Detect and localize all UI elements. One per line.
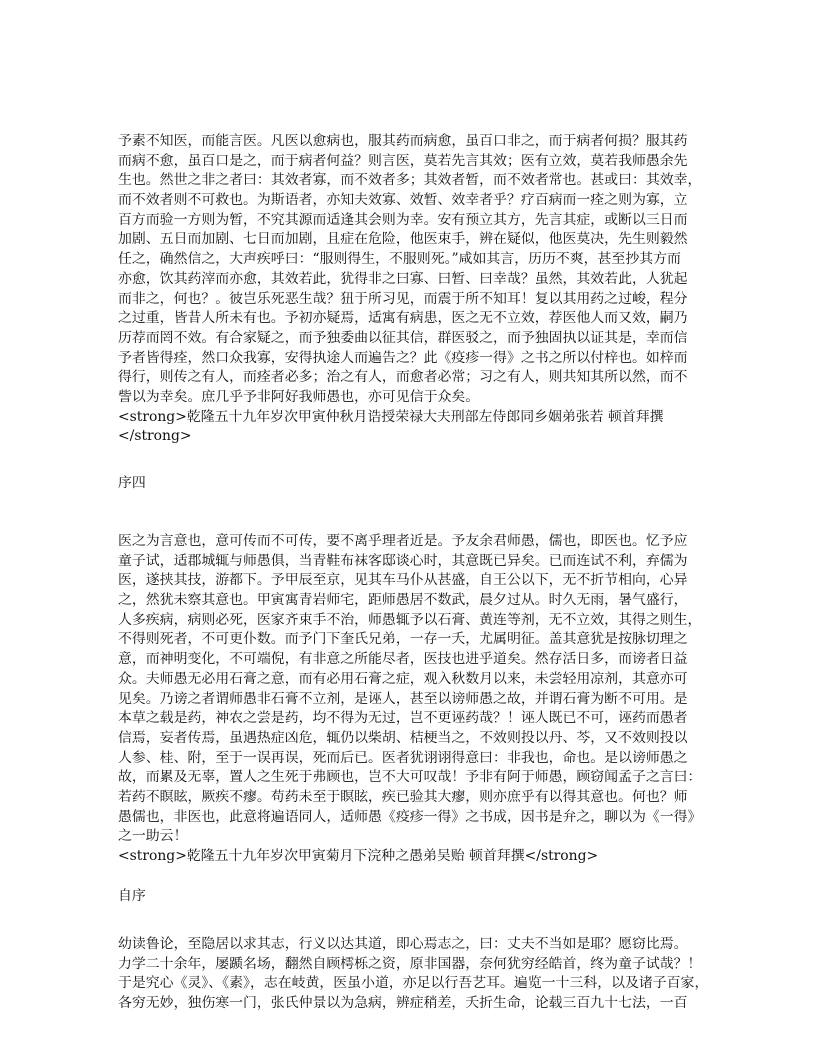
text-line: 人参、桂、附，至于一误再误，死而后已。医者犹诩诩得意曰：非我也，命也。是以谤师愚之 bbox=[118, 749, 688, 766]
text-line: 而不效者则不可救也。为斯语者，亦知夫效寡、效暂、效幸者乎？疗百病而一痊之则为寡，立 bbox=[118, 192, 688, 209]
text-line: 亦愈，饮其药滓而亦愈，其效若此，犹得非之曰寡、曰暂、曰幸哉？虽然，其效若此，人犹起 bbox=[118, 270, 688, 287]
self-preface-body bbox=[118, 935, 718, 1014]
text-line: 各穷无妙，独伤寒一门，张氏仲景以为急病，辨症稍差，夭折生命，论载三百九十七法，一百 bbox=[118, 995, 688, 1012]
text-line: 得行，则传之有人，而痊者必多；治之有人，而愈者必常；习之有人，则共知其所以然，而不 bbox=[118, 369, 688, 386]
text-line: 而非之，何也？。彼岂乐死恶生哉？狃于所习见，而震于所不知耳！复以其用药之过峻，程分 bbox=[118, 290, 688, 307]
text-line: 历荐而罔不效。有合家疑之，而予独委曲以征其信，群医驳之，而予独固执以证其是，幸而信 bbox=[118, 329, 688, 346]
text-line: 加剧、五日而加剧、七日而加剧，且症在危险，他医束手，辨在疑似，他医莫决，先生则毅然 bbox=[118, 231, 688, 248]
text-line: 医，遂挟其技，游都下。予甲辰至京，见其车马仆从甚盛，自王公以下，无不折节相向，心异 bbox=[118, 572, 688, 589]
text-line: 訾以为幸矣。庶几乎予非阿好我师愚也，亦可见信于众矣。 bbox=[118, 388, 480, 405]
section-heading-preface-four: 序四 bbox=[118, 475, 146, 491]
text-line: 任之，确然信之，大声疾呼曰：“服则得生，不服则死。”咸如其言，历历不爽，甚至抄其方而 bbox=[118, 251, 681, 268]
text-line: 见矣。乃谤之者谓师愚非石膏不立剂，是诬人，甚至以谤师愚之故，并谓石膏为断不可用。是 bbox=[118, 690, 688, 707]
text-line: 童子试，适郡城辄与师愚俱，当青鞋布袜客邸谈心时，其意既已异矣。已而连试不利，弃儒为 bbox=[118, 552, 688, 569]
text-line: 意，而神明变化，不可端倪，有非意之所能尽者，医技也进乎道矣。然存活日多，而谤者日益 bbox=[118, 651, 688, 668]
text-line: <strong>乾隆五十九年岁次甲寅菊月下浣种之愚弟吴贻 顿首拜撰</strong> bbox=[118, 848, 599, 864]
text-line: 幼读鲁论，至隐居以求其志，行义以达其道，即心焉志之，曰：丈夫不当如是耶？愿窃比焉。 bbox=[118, 936, 688, 952]
text-line: 故，而累及无辜，置人之生死于弗顾也，岂不大可叹哉！予非有阿于师愚，顾窃闻孟子之言曰： bbox=[118, 769, 702, 786]
text-line: 医之为言意也，意可传而不可传，要不离乎理者近是。予友余君师愚，儒也，即医也。忆予应 bbox=[118, 533, 688, 549]
text-line: 若药不瞑眩，厥疾不瘳。苟药未至于瞑眩，疾已验其大瘳，则亦庶乎有以得其意也。何也？师 bbox=[118, 788, 688, 805]
preface-three-body bbox=[118, 132, 718, 447]
text-line: 力学二十余年，屡踬名场，翻然自顾樗栎之资，原非国器，奈何犹穷经皓首，终为童子试哉？！ bbox=[118, 955, 702, 972]
text-line: 本草之载是药，神农之尝是药，均不得为无过，岂不更诬药哉？！诬人既已不可，诬药而愚者 bbox=[118, 710, 688, 727]
text-line: 之，然犹未察其意也。甲寅寓青岩师宅，距师愚居不数武，晨夕过从。时久无雨，暑气盛行， bbox=[118, 592, 688, 609]
text-line: 而病不愈，虽百口是之，而于病者何益？则言医，莫若先言其效；医有立效，莫若我师愚余先 bbox=[118, 152, 688, 169]
text-line: 众。夫师愚无必用石膏之意，而有必用石膏之症，观入秋数月以来，未尝轻用凉剂，其意亦可 bbox=[118, 670, 688, 687]
preface-four-body bbox=[118, 532, 718, 867]
text-line: 予素不知医，而能言医。凡医以愈病也，服其药而病愈，虽百口非之，而于病者何损？服其药 bbox=[118, 133, 688, 149]
text-line: 于是究心《灵》、《素》，志在岐黄，医虽小道，亦足以行吾艺耳。遍览一十三科，以及诸子百家， bbox=[118, 975, 709, 992]
text-line: 之一助云！ bbox=[118, 828, 188, 845]
text-line: <strong>乾隆五十九年岁次甲寅仲秋月诰授荣禄大夫刑部左侍郎同乡姻弟张若 顿首拜撰 bbox=[118, 408, 664, 425]
text-line: 百方而验一方则为暂，不究其源而适逢其会则为幸。安有预立其方，先言其症，或断以三日而 bbox=[118, 211, 688, 228]
text-line: 予者皆得痊，然口众我寡，安得执途人而遍告之？此《疫疹一得》之书之所以付梓也。如梓而 bbox=[118, 349, 688, 366]
text-line: 愚儒也，非医也，此意将遍语同人，适师愚《疫疹一得》之书成，因书是弁之，聊以为《一得》 bbox=[118, 808, 702, 825]
text-line: 不得则死者，不可更仆数。而予门下奎氏兄弟，一存一夭，尤属明征。盖其意犹是按脉切理之 bbox=[118, 631, 688, 648]
text-line: 之过重，皆昔人所未有也。予初亦疑焉，适寓有病患，医之无不立效，荐医他人而又效，嗣乃 bbox=[118, 310, 688, 327]
text-line: </strong> bbox=[118, 428, 192, 445]
text-line: 信焉，妄者传焉，虽遇热症凶危，辄仍以柴胡、桔梗当之，不效则投以丹、芩，又不效则投以 bbox=[118, 729, 688, 746]
section-heading-self-preface: 自序 bbox=[118, 888, 146, 904]
text-line: 人多疾病，病则必死，医家齐束手不治，师愚辄予以石膏、黄连等剂，无不立效，其得之则生， bbox=[118, 611, 702, 628]
text-line: 生也。然世之非之者曰：其效者寡，而不效者多；其效者暂，而不效者常也。甚或曰：其效幸， bbox=[118, 172, 702, 189]
